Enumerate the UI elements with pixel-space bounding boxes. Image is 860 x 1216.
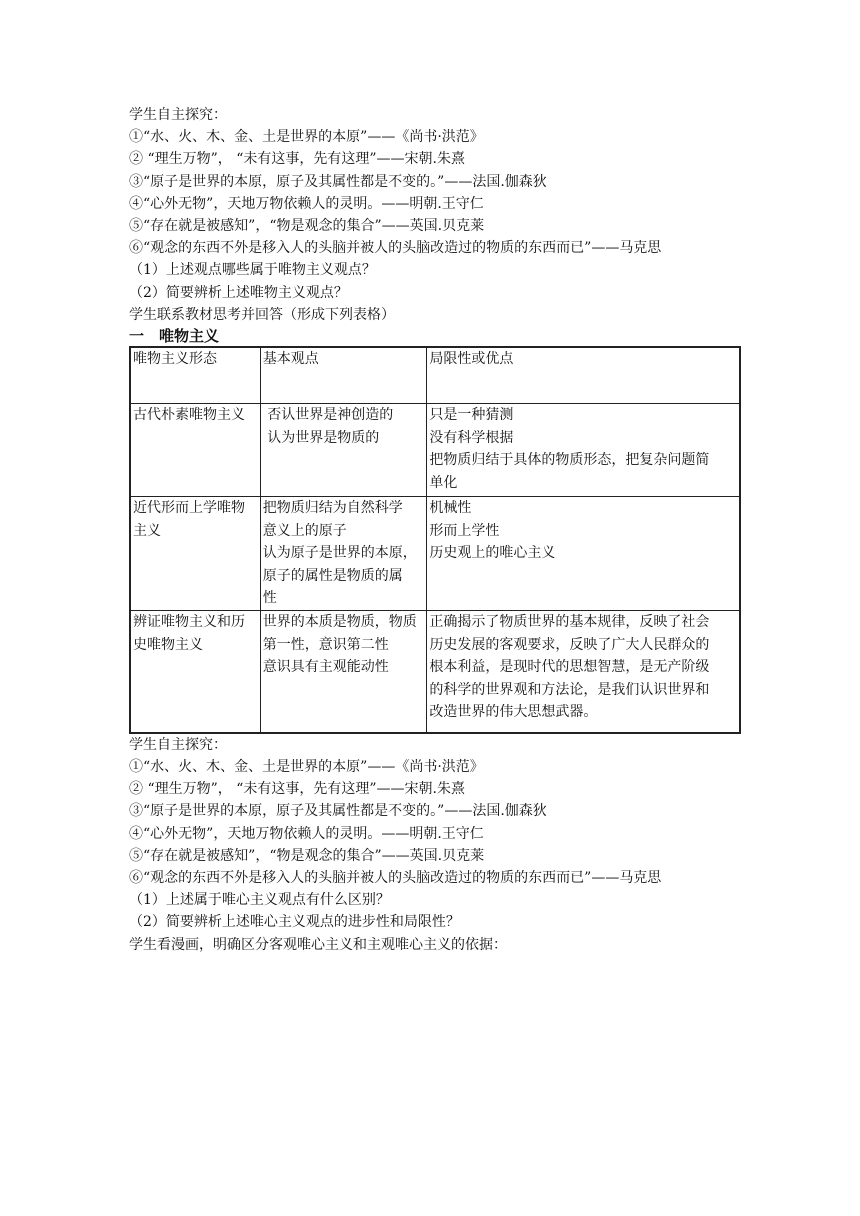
cell-form	[130, 404, 260, 497]
cell-text: 主义	[133, 522, 161, 539]
text-line: ③“原子是世界的本原，原子及其属性都是不变的。”——法国.伽森狄	[129, 803, 547, 820]
cell-text: 意义上的原子	[262, 522, 347, 539]
header-cell-evaluation: 局限性或优点	[427, 347, 740, 404]
document-page	[129, 104, 741, 956]
table-header-row	[130, 347, 740, 404]
cell-text: 历史观上的唯心主义	[429, 545, 556, 562]
cell-text: 正确揭示了物质世界的基本规律，反映了社会	[429, 614, 710, 631]
text-line: ④“心外无物”，天地万物依赖人的灵明。——明朝.王守仁	[129, 195, 484, 212]
cell-form	[130, 497, 260, 611]
question-line: （2）简要辨析上述唯心主义观点的进步性和局限性？	[129, 914, 460, 931]
text-line: 学生联系教材思考并回答（形成下列表格）	[129, 306, 395, 323]
question-line: （2）简要辨析上述唯物主义观点？	[129, 284, 348, 301]
cell-text: 认为世界是物质的	[262, 429, 380, 446]
text-line: 学生自主探究：	[129, 736, 227, 753]
cell-evaluation	[427, 404, 740, 497]
cell-text: 改造世界的伟大思想武器。	[429, 704, 598, 721]
table-row	[130, 497, 740, 611]
cell-text: 世界的本质是物质，物质	[262, 614, 417, 631]
cell-text: 历史发展的客观要求，反映了广大人民群众的	[429, 636, 710, 653]
cell-text: 第一性，意识第二性	[262, 636, 389, 653]
cell-view	[260, 611, 427, 733]
section-inquiry-1	[129, 104, 741, 326]
cell-evaluation	[427, 611, 740, 733]
question-line: （1）上述属于唯心主义观点有什么区别？	[129, 892, 390, 909]
cell-text: 形而上学性	[429, 522, 500, 539]
cell-text: 否认世界是神创造的	[262, 407, 394, 424]
cell-text: 机械性	[429, 500, 472, 517]
section-inquiry-2	[129, 734, 741, 956]
cell-view	[260, 497, 427, 611]
cell-text: 根本利益，是现时代的思想智慧，是无产阶级	[429, 659, 710, 676]
cell-text: 没有科学根据	[429, 429, 514, 446]
cell-text: 辨证唯物主义和历	[133, 614, 245, 631]
cell-text: 单化	[429, 474, 458, 491]
table-row	[130, 404, 740, 497]
cell-text: 近代形而上学唯物	[133, 500, 245, 517]
materialism-table	[129, 346, 741, 734]
text-line: ⑤“存在就是被感知”，“物是观念的集合”——英国.贝克莱	[129, 847, 485, 864]
cell-text: 的科学的世界观和方法论，是我们认识世界和	[429, 681, 710, 698]
text-line: ⑤“存在就是被感知”，“物是观念的集合”——英国.贝克莱	[129, 217, 485, 234]
cell-text: 把物质归结于具体的物质形态，把复杂问题简	[429, 452, 710, 469]
text-line: 学生自主探究：	[129, 107, 227, 123]
cell-text: 只是一种猜测	[429, 407, 514, 424]
cell-text: 把物质归结为自然科学	[262, 500, 403, 517]
question-line: （1）上述观点哪些属于唯物主义观点？	[129, 262, 376, 279]
text-line: ①“水、火、木、金、土是世界的本原”——《尚书·洪范》	[129, 129, 484, 146]
cell-text: 史唯物主义	[133, 636, 203, 653]
cell-text: 认为原子是世界的本原，	[262, 545, 417, 562]
cell-text: 意识具有主观能动性	[262, 659, 389, 676]
cell-evaluation	[427, 497, 740, 611]
text-line: ①“水、火、木、金、土是世界的本原”——《尚书·洪范》	[129, 759, 484, 776]
cell-text: 古代朴素唯物主义	[133, 407, 245, 424]
section-heading: 一 唯物主义	[129, 326, 220, 345]
header-cell-view: 基本观点	[260, 347, 427, 404]
cell-form	[130, 611, 260, 733]
cell-text: 性	[262, 590, 277, 607]
header-cell-form: 唯物主义形态	[130, 347, 260, 404]
text-line: ② “理生万物”， “未有这事，先有这理”——宋朝.朱熹	[129, 781, 465, 798]
table-row	[130, 611, 740, 733]
text-line: ⑥“观念的东西不外是移入人的头脑并被人的头脑改造过的物质的东西而已”——马克思	[129, 240, 662, 257]
text-line: ⑥“观念的东西不外是移入人的头脑并被人的头脑改造过的物质的东西而已”——马克思	[129, 870, 662, 886]
cell-text: 原子的属性是物质的属	[262, 567, 403, 584]
cell-view	[260, 404, 427, 497]
text-line: ③“原子是世界的本原，原子及其属性都是不变的。”——法国.伽森狄	[129, 173, 547, 190]
text-line: 学生看漫画，明确区分客观唯心主义和主观唯心主义的依据：	[129, 936, 507, 953]
text-line: ② “理生万物”， “未有这事，先有这理”——宋朝.朱熹	[129, 151, 465, 168]
text-line: ④“心外无物”，天地万物依赖人的灵明。——明朝.王守仁	[129, 825, 484, 842]
